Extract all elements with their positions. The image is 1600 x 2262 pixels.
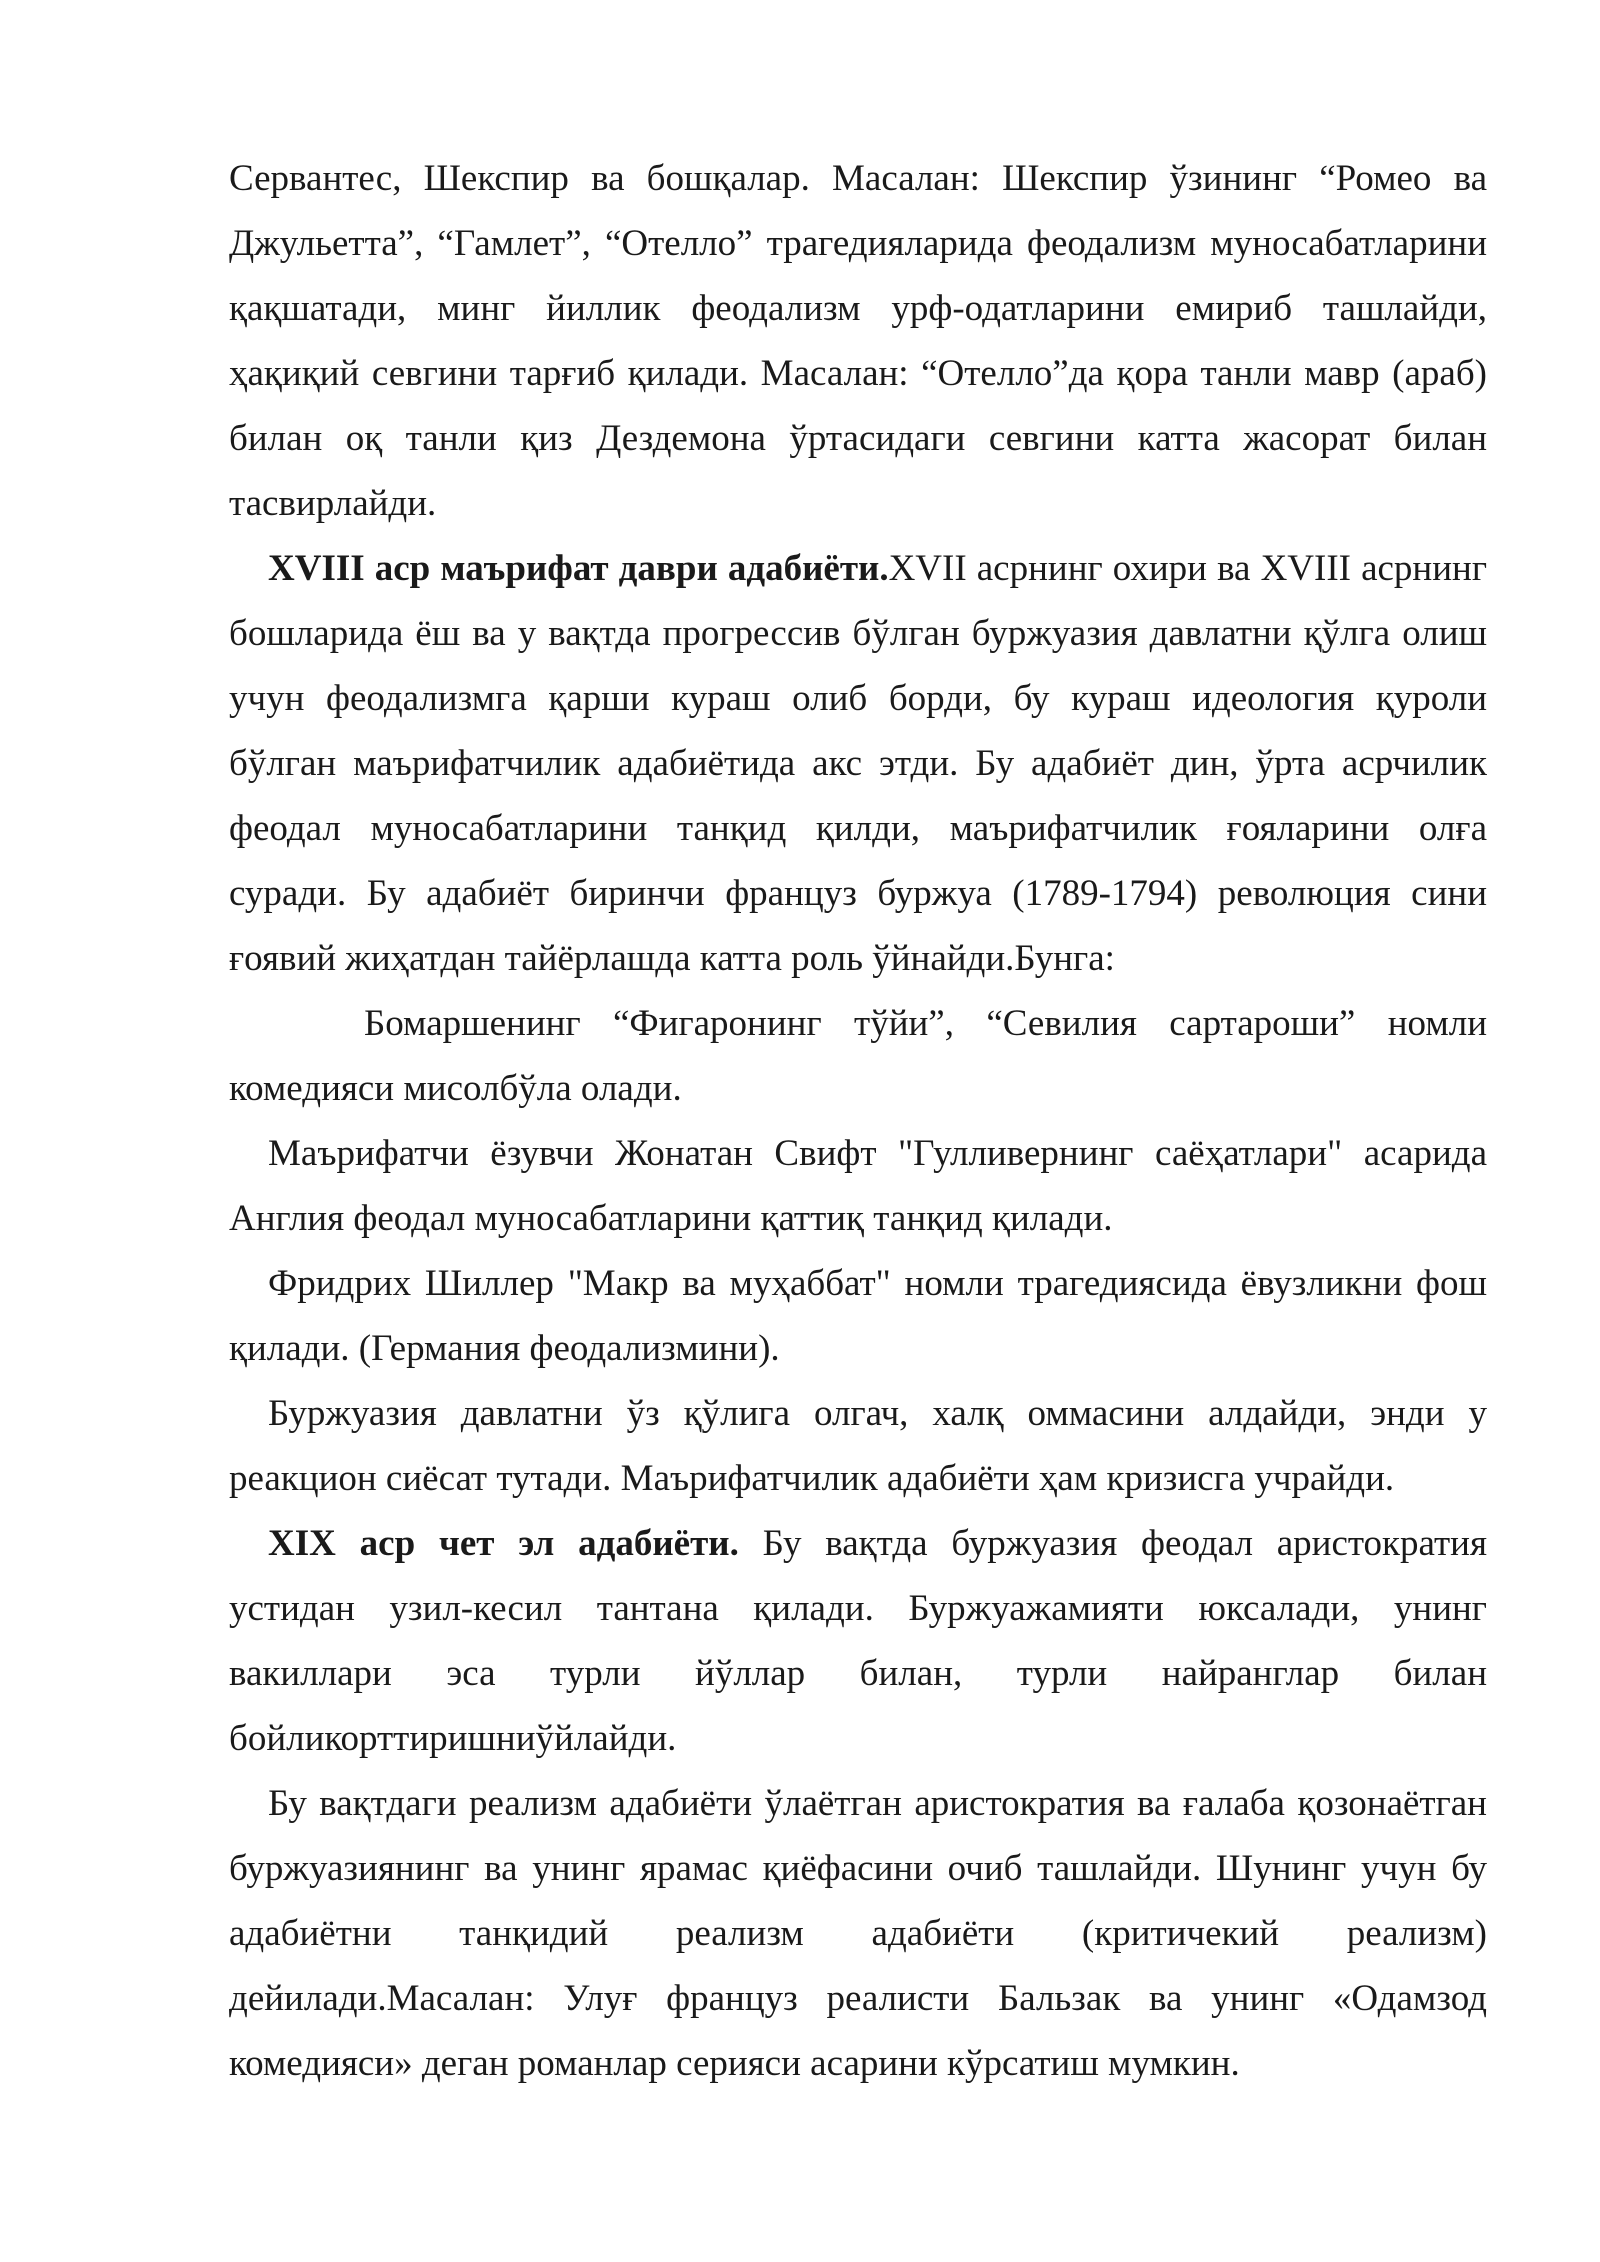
section-heading-xviii: XVIII аср маърифат даври адабиёти. bbox=[268, 548, 889, 589]
paragraph-text: Сервантес, Шекспир ва бошқалар. Масалан: Шекспир ўзининг “Ромео ва Джульетта”, “Гамлет”, “Отелло” трагедияларида феодализм муносабатларини қақшатади, минг йиллик феодализм урф-одатларини емириб ташлайди, ҳақиқий севгини тарғиб қилади. Масалан: “Отелло”да қора танли мавр (араб) билан оқ танли қиз Дездемона ўртасидаги севгини катта жасорат билан тасвирлайди. bbox=[229, 158, 1487, 524]
paragraph-text: Бомаршенинг “Фигаронинг тўйи”, “Севилия сартароши” номли комедияси мисолбўла олади. bbox=[229, 1003, 1487, 1109]
paragraph-text: Буржуазия давлатни ўз қўлига олгач, халқ оммасини алдайди, энди у реакцион сиёсат тутади. Маърифатчилик адабиёти ҳам кризисга учрайди. bbox=[229, 1393, 1487, 1499]
paragraph-bourgeoisie bbox=[229, 1381, 1487, 1511]
paragraph-text: Маърифатчи ёзувчи Жонатан Свифт "Гулливернинг саёҳатлари" асарида Англия феодал муносабатларини қаттиқ танқид қилади. bbox=[229, 1133, 1487, 1239]
paragraph-shakespeare bbox=[229, 146, 1487, 536]
paragraph-text: Бу вақтдаги реализм адабиёти ўлаётган аристократия ва ғалаба қозонаётган буржуазиянинг ва унинг ярамас қиёфасини очиб ташлайди. Шунинг учун бу адабиётни танқидий реализм адабиёти (критичекий реализм) дейилади.Масалан: Улуғ француз реалисти Бальзак ва унинг «Одамзод комедияси» деган романлар серияси асарини кўрсатиш мумкин. bbox=[229, 1783, 1487, 2084]
paragraph-nineteenth-century bbox=[229, 1511, 1487, 1771]
paragraph-swift bbox=[229, 1121, 1487, 1251]
paragraph-schiller bbox=[229, 1251, 1487, 1381]
paragraph-text: Бу вақтда буржуазия феодал аристократия устидан узил-кесил тантана қилади. Буржуажамияти юксалади, унинг вакиллари эса турли йўллар билан, турли найранглар билан бойликорттиришниўйлайди. bbox=[229, 1523, 1487, 1759]
paragraph-realism bbox=[229, 1771, 1487, 2096]
paragraph-text: Фридрих Шиллер "Макр ва муҳаббат" номли трагедиясида ёвузликни фош қилади. (Германия феодализмини). bbox=[229, 1263, 1487, 1369]
paragraph-text: XVII асрнинг охири ва XVIII асрнинг бошларида ёш ва у вақтда прогрессив бўлган буржуазия давлатни қўлга олиш учун феодализмга қарши кураш олиб борди, бу кураш идеология қуроли бўлган маърифатчилик адабиётида акс этди. Бу адабиёт дин, ўрта асрчилик феодал муносабатларини танқид қилди, маърифатчилик ғояларини олға суради. Бу адабиёт биринчи француз буржуа (1789-1794) революция сини ғоявий жиҳатдан тайёрлашда катта роль ўйнайди.Бунга: bbox=[229, 548, 1487, 979]
document-page bbox=[229, 146, 1487, 2096]
paragraph-enlightenment bbox=[229, 536, 1487, 991]
paragraph-beaumarchais bbox=[229, 991, 1487, 1121]
section-heading-xix: XIX аср чет эл адабиёти. bbox=[268, 1523, 739, 1564]
